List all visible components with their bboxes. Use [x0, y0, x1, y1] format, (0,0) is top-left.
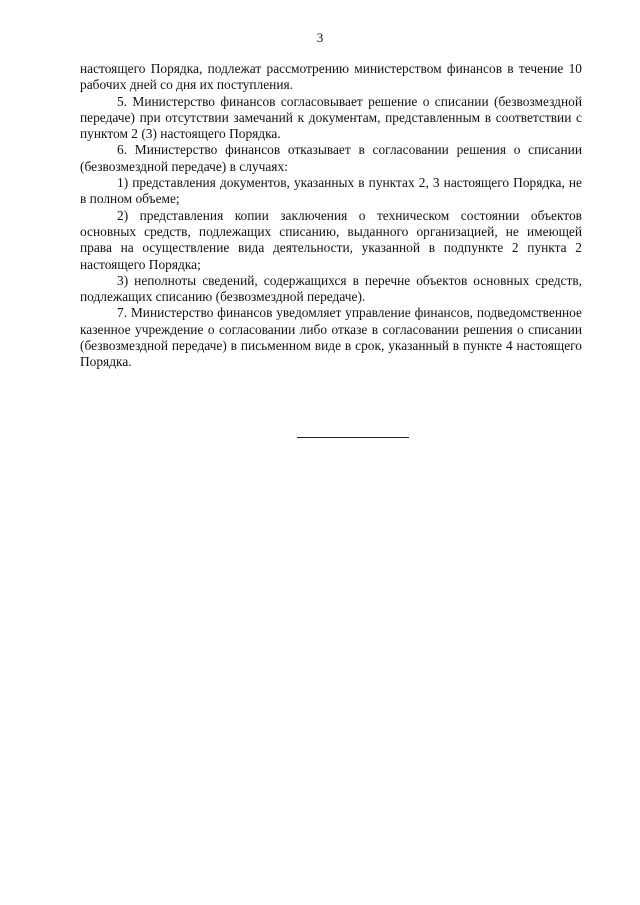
paragraph-item-5: 5. Министерство финансов согласовывает решение о списании (безвозмездной передаче) при отсутствии замечаний к документам, представленным в соответствии с пунктом 2 (3) настоящего Порядка. [80, 93, 582, 142]
paragraph-subitem-2: 2) представления копии заключения о техническом состоянии объектов основных средств, подлежащих списанию, выданного организацией, не имеющей права на осуществление вида деятельности, указанной в подпункте 2 пункта 2 настоящего Порядка; [80, 207, 582, 272]
paragraph-item-6: 6. Министерство финансов отказывает в согласовании решения о списании (безвозмездной передаче) в случаях: [80, 142, 582, 174]
paragraph-subitem-1: 1) представления документов, указанных в пунктах 2, 3 настоящего Порядка, не в полном объеме; [80, 175, 582, 207]
page-number: 3 [316, 30, 324, 45]
paragraph-item-7: 7. Министерство финансов уведомляет управление финансов, подведомственное казенное учреждение о согласовании либо отказе в согласовании решения о списании (безвозмездной передаче) в письменном виде в срок, указанный в пункте 4 настоящего Порядка. [80, 305, 582, 370]
paragraph-subitem-3: 3) неполноты сведений, содержащихся в перечне объектов основных средств, подлежащих списанию (безвозмездной передаче). [80, 272, 582, 305]
end-separator-line [297, 437, 409, 438]
document-body [80, 61, 582, 371]
paragraph-continuation: настоящего Порядка, подлежат рассмотрению министерством финансов в течение 10 рабочих дней со дня их поступления. [80, 61, 582, 93]
